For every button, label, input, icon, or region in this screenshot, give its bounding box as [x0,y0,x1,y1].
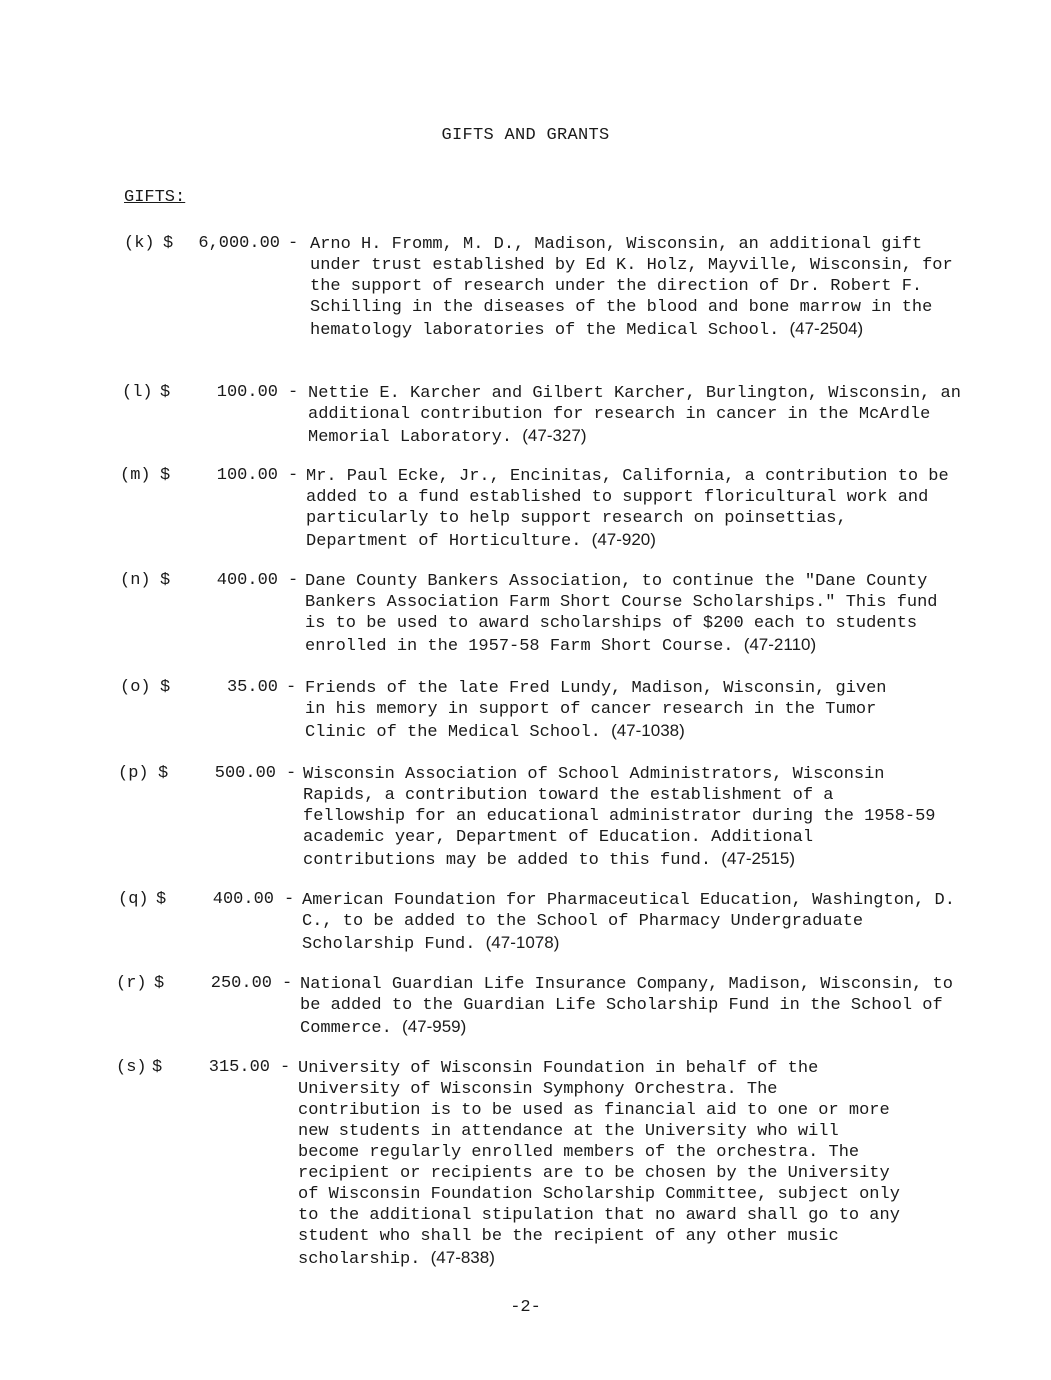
entry-account-ref: (47-1078) [485,933,560,952]
entry-account-ref: (47-959) [402,1017,467,1036]
dollar-sign: $ [154,974,165,993]
entry-account-ref: (47-2110) [743,635,817,654]
dollar-sign: $ [160,383,171,402]
entry-description [306,466,956,552]
entry-letter: (o) [120,678,151,697]
entry-account-ref: (47-327) [522,426,587,445]
entry-dash: - [286,764,297,783]
entry-dash: - [288,234,299,253]
entry-text: Arno H. Fromm, M. D., Madison, Wisconsin, an additional gift under trust established by Ed K. Holz, Mayville, Wisconsin, for the support of research under the direction of Dr. Robert F. Schilling in the diseases of the blood and bone marrow in the hematology laboratories of the Medical School. [310,235,953,340]
entry-dash: - [282,974,293,993]
entry-account-ref: (47-838) [430,1248,495,1267]
entry-amount: 100.00 [216,383,278,402]
entry-dash: - [284,890,295,909]
page-title: GIFTS AND GRANTS [441,126,610,145]
entry-letter: (q) [118,890,149,909]
entry-letter: (l) [122,383,153,402]
entry-account-ref: (47-1038) [611,721,685,740]
entry-account-ref: (47-2504) [789,319,864,338]
dollar-sign: $ [160,678,171,697]
page-number: -2- [510,1298,541,1317]
dollar-sign: $ [156,890,167,909]
entry-amount: 100.00 [216,466,278,485]
entry-letter: (p) [118,764,149,783]
dollar-sign: $ [163,234,174,253]
entry-description [310,234,960,341]
entry-description [308,383,963,448]
entry-description [298,1058,910,1270]
entry-text: Nettie E. Karcher and Gilbert Karcher, Burlington, Wisconsin, an additional contribution for research in cancer in the McArdle Memorial Laboratory. [308,384,961,447]
entry-text: Dane County Bankers Association, to continue the "Dane County Bankers Association Farm Short Course Scholarships." This fund is to be used to award scholarships of $200 each to students enrolled in the 1957-58 Farm Short Course. [305,572,938,656]
entry-amount: 35.00 [226,678,278,697]
entry-amount: 6,000.00 [198,234,280,253]
entry-account-ref: (47-2515) [721,849,795,868]
entry-dash: - [288,571,299,590]
entry-description [303,764,943,871]
entry-text: University of Wisconsin Foundation in behalf of the University of Wisconsin Symphony Orchestra. The contribution is to be used as financial aid to one or more new students in attendance at the University who will become regularly enrolled members of the orchestra. The recipient or recipients are to be chosen by the University of Wisconsin Foundation Scholarship Committee, subject only to the additional stipulation that no award shall go to any student who shall be the recipient of any other music scholarship. [298,1059,900,1269]
entry-dash: - [288,466,299,485]
entry-amount: 400.00 [216,571,278,590]
entry-amount: 400.00 [212,890,274,909]
entry-amount: 500.00 [214,764,276,783]
entry-description [300,974,955,1039]
entry-letter: (n) [120,571,151,590]
entry-text: Friends of the late Fred Lundy, Madison, Wisconsin, given in his memory in support of cancer research in the Tumor Clinic of the Medical School. [305,679,887,742]
entry-amount: 250.00 [210,974,272,993]
dollar-sign: $ [158,764,169,783]
dollar-sign: $ [152,1058,163,1077]
entry-letter: (r) [116,974,147,993]
dollar-sign: $ [160,571,171,590]
entry-text: Wisconsin Association of School Administrators, Wisconsin Rapids, a contribution toward the establishment of a fellowship for an educational administrator during the 1958-59 academic year, Department of Education. Additional contributions may be added to this fund. [303,765,936,870]
entry-letter: (m) [120,466,151,485]
entry-text: American Foundation for Pharmaceutical Education, Washington, D. C., to be added to the School of Pharmacy Undergraduate Scholarship Fund. [302,891,955,954]
entry-description [302,890,957,955]
entry-dash: - [280,1058,291,1077]
entry-letter: (s) [116,1058,147,1077]
entry-letter: (k) [124,234,155,253]
entry-description [305,678,915,743]
entry-dash: - [288,383,299,402]
entry-description [305,571,965,657]
section-heading-gifts: GIFTS: [124,188,186,207]
dollar-sign: $ [160,466,171,485]
entry-text: Mr. Paul Ecke, Jr., Encinitas, California, a contribution to be added to a fund established to support floricultural work and particularly to help support research on poinsettias, Department of Horticulture. [306,467,949,551]
entry-account-ref: (47-920) [591,530,656,549]
entry-text: National Guardian Life Insurance Company, Madison, Wisconsin, to be added to the Guardian Life Scholarship Fund in the School of Commerce. [300,975,953,1038]
entry-amount: 315.00 [208,1058,270,1077]
entry-dash: - [286,678,297,697]
